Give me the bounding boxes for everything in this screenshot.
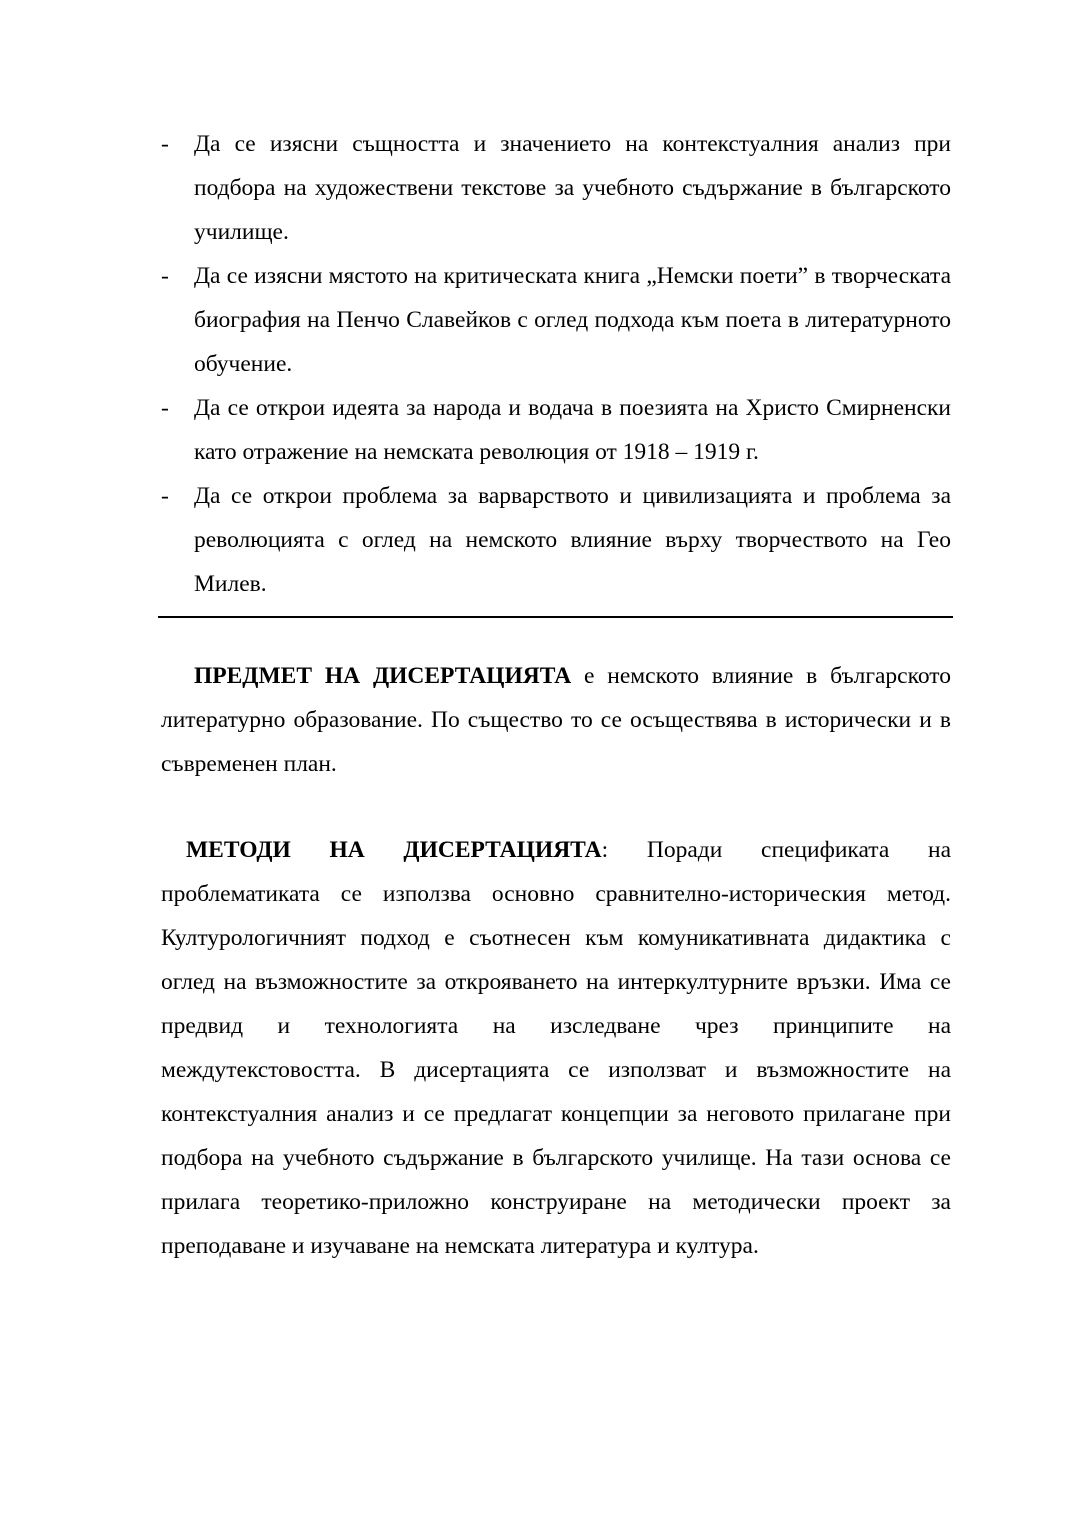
list-dash: - xyxy=(161,131,169,157)
page-content xyxy=(161,122,951,1268)
objectives-list xyxy=(161,122,951,606)
methods-heading: МЕТОДИ НА ДИСЕРТАЦИЯТА xyxy=(186,837,602,863)
subject-body: е немското влияние в българското литературно образование. По същество то се осъществява в исторически и в съвременен план. xyxy=(161,663,951,777)
objective-item xyxy=(161,254,951,386)
objective-item xyxy=(161,122,951,254)
list-dash: - xyxy=(161,263,169,289)
methods-paragraph xyxy=(161,828,951,1268)
objective-item xyxy=(161,386,951,474)
list-dash: - xyxy=(161,483,169,509)
objective-text: Да се изясни същността и значението на контекстуалния анализ при подбора на художествени текстове за учебното съдържание в българското училище. xyxy=(194,131,951,245)
methods-body: : Поради спецификата на проблематиката се използва основно сравнително-историческия метод. Културологичният подход е съотнесен към комуникативната дидактика с оглед на възможностите за открояването на интеркултурните връзки. Има се предвид и технологията на изследване чрез принципите на междутекстовостта. В дисертацията се използват и възможностите на контекстуалния анализ и се предлагат концепции за неговото прилагане при подбора на учебното съдържание в българското училище. На тази основа се прилага теоретико-приложно конструиране на методически проект за преподаване и изучаване на немската литература и култура. xyxy=(161,837,951,1259)
list-dash: - xyxy=(161,395,169,421)
objective-text: Да се открои идеята за народа и водача в поезията на Христо Смирненски като отражение на немската революция от 1918 – 1919 г. xyxy=(194,395,951,465)
horizontal-divider xyxy=(158,616,953,618)
objective-text: Да се открои проблема за варварството и цивилизацията и проблема за революцията с оглед на немското влияние върху творчеството на Гео Милев. xyxy=(194,483,951,597)
subject-heading: ПРЕДМЕТ НА ДИСЕРТАЦИЯТА xyxy=(194,663,572,689)
objective-text: Да се изясни мястото на критическата книга „Немски поети” в творческата биография на Пенчо Славейков с оглед подхода към поета в литературното обучение. xyxy=(194,263,951,377)
subject-paragraph xyxy=(161,654,951,786)
objective-item xyxy=(161,474,951,606)
